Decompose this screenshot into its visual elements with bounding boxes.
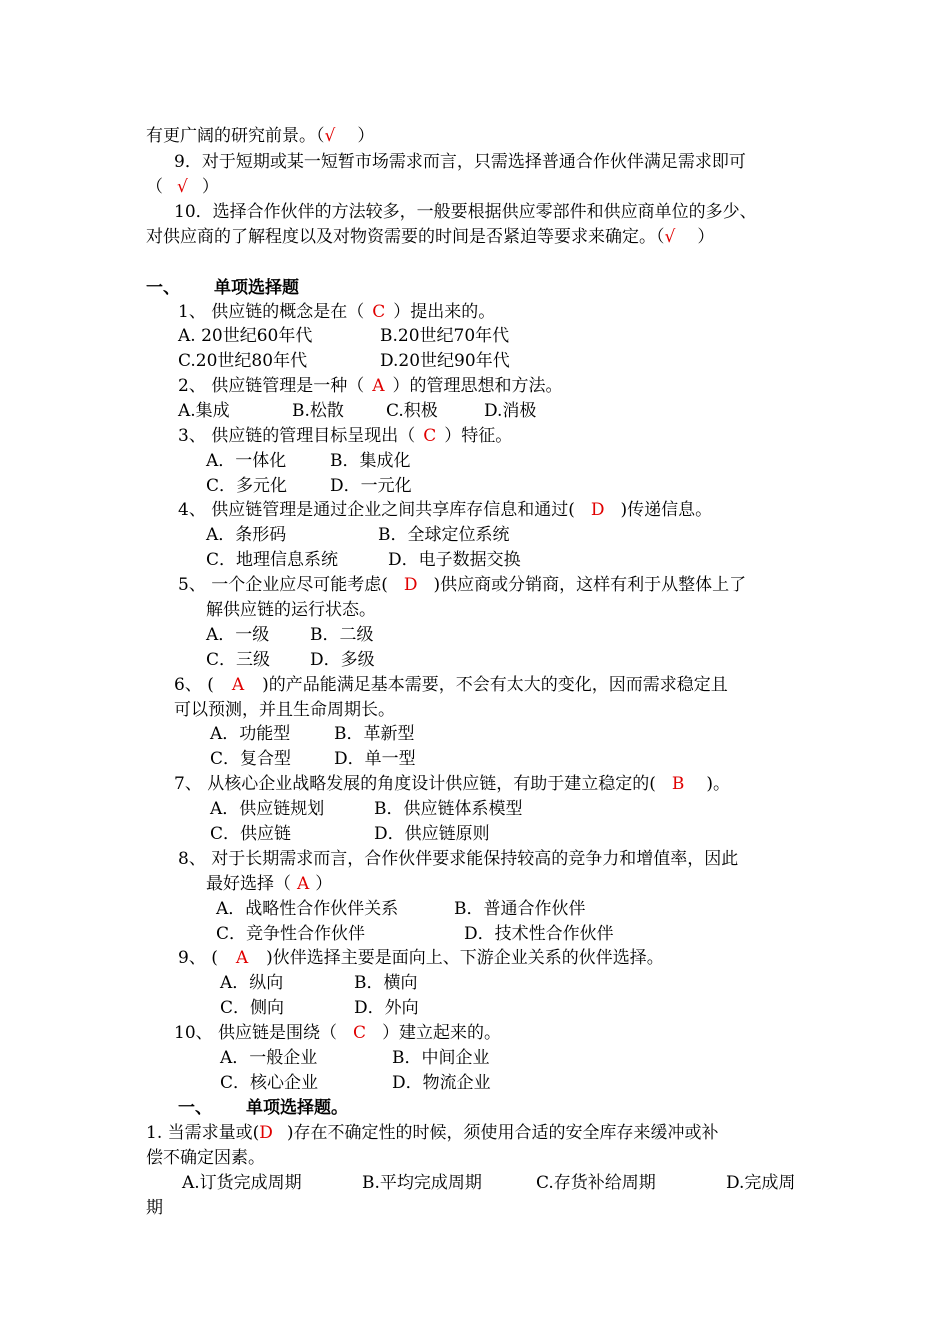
option-d: D．多级 [310,650,375,670]
option-c: C．地理信息系统 [206,550,339,570]
option-b: B.平均完成周期 [362,1173,482,1193]
option-c: C.积极 [386,401,438,421]
option-b: B．普通合作伙伴 [454,899,586,919]
question-10: 10、 供应链是围绕（ C ）建立起来的。 [174,1023,502,1043]
option-d: D．供应链原则 [374,824,490,844]
option-a: A．一级 [206,625,270,645]
answer-mark: D [403,575,418,595]
option-b: B．集成化 [330,451,411,471]
option-d: D．单一型 [334,749,416,769]
option-a: A. 20世纪60年代 [178,326,313,346]
option-d: D.完成周 [726,1173,796,1193]
option-a: A．战略性合作伙伴关系 [216,899,399,919]
answer-mark: B [671,774,685,794]
tf-question-10-line-2: 对供应商的了解程度以及对物资需要的时间是否紧迫等要求来确定。（√ ） [146,227,715,247]
answer-mark: √ [177,177,188,197]
option-b: B.20世纪70年代 [380,326,510,346]
answer-mark: A [235,948,249,968]
option-c: C．核心企业 [220,1073,319,1093]
option-d: D.消极 [484,401,537,421]
option-c: C.存货补给周期 [536,1173,656,1193]
option-b: B．二级 [310,625,374,645]
option-c: C．侧向 [220,998,285,1018]
answer-mark: A [231,675,245,695]
s2-question-1-line-2: 偿不确定因素。 [146,1148,265,1168]
answer-mark: D [590,500,605,520]
option-a: A．一般企业 [220,1048,318,1068]
section-heading-2: 一、 单项选择题。 [178,1098,348,1118]
answer-mark: C [353,1023,367,1043]
option-d: D．外向 [354,998,419,1018]
answer-mark: C [423,426,437,446]
option-c: C.20世纪80年代 [178,351,308,371]
tf-question-9-answer: （ √ ） [146,177,219,197]
question-6: 6、 ( A )的产品能满足基本需要，不会有太大的变化，因而需求稳定且 [174,675,728,695]
question-5-line-2: 解供应链的运行状态。 [206,600,376,620]
option-d: D.20世纪90年代 [380,351,510,371]
answer-mark: D [259,1123,273,1143]
question-4: 4、 供应链管理是通过企业之间共享库存信息和通过( D )传递信息。 [178,500,713,520]
answer-mark: A [372,376,385,396]
option-b: B．全球定位系统 [378,525,510,545]
option-c: C．三级 [206,650,271,670]
option-a: A.集成 [178,401,230,421]
option-a: A．功能型 [210,724,291,744]
option-c: C．多元化 [206,476,288,496]
tf-line-1: 有更广阔的研究前景。（√ ） [146,126,375,146]
option-d: D．物流企业 [392,1073,491,1093]
answer-mark: √ [324,126,336,146]
option-c: C．竞争性合作伙伴 [216,924,366,944]
option-a: A．一体化 [206,451,287,471]
question-8: 8、 对于长期需求而言，合作伙伴要求能保持较高的竞争力和增值率，因此 [178,849,739,869]
option-d: D．技术性合作伙伴 [464,924,614,944]
option-d-wrap: 期 [146,1198,163,1218]
option-a: A．条形码 [206,525,287,545]
option-c: C．复合型 [210,749,292,769]
question-2: 2、 供应链管理是一种（ A ）的管理思想和方法。 [178,376,563,396]
option-a: A.订货完成周期 [182,1173,302,1193]
option-b: B．横向 [354,973,418,993]
question-3: 3、 供应链的管理目标呈现出（ C ）特征。 [178,426,513,446]
answer-mark: √ [664,227,676,247]
question-7: 7、 从核心企业战略发展的角度设计供应链，有助于建立稳定的( B )。 [174,774,730,794]
tf-question-9: 9．对于短期或某一短暂市场需求而言，只需选择普通合作伙伴满足需求即可 [174,152,746,172]
section-heading-1: 一、 单项选择题 [146,278,299,298]
option-b: B．中间企业 [392,1048,490,1068]
option-b: B．革新型 [334,724,415,744]
option-a: A．纵向 [220,973,284,993]
option-a: A．供应链规划 [210,799,325,819]
answer-mark: A [297,874,310,894]
option-c: C．供应链 [210,824,292,844]
option-d: D．一元化 [330,476,412,496]
question-9: 9、 ( A )伙伴选择主要是面向上、下游企业关系的伙伴选择。 [178,948,664,968]
question-8-line-2: 最好选择（ A ） [206,874,333,894]
tf-question-10: 10．选择合作伙伴的方法较多，一般要根据供应零部件和供应商单位的多少、 [174,202,757,222]
s2-question-1: 1. 当需求量或(D )存在不确定性的时候，须使用合适的安全库存来缓冲或补 [146,1123,719,1143]
option-b: B．供应链体系模型 [374,799,523,819]
option-d: D．电子数据交换 [388,550,521,570]
question-1: 1、 供应链的概念是在（ C ）提出来的。 [178,302,496,322]
question-6-line-2: 可以预测，并且生命周期长。 [174,700,395,720]
answer-mark: C [372,302,386,322]
question-5: 5、 一个企业应尽可能考虑( D )供应商或分销商，这样有利于从整体上了 [178,575,747,595]
option-b: B.松散 [292,401,344,421]
